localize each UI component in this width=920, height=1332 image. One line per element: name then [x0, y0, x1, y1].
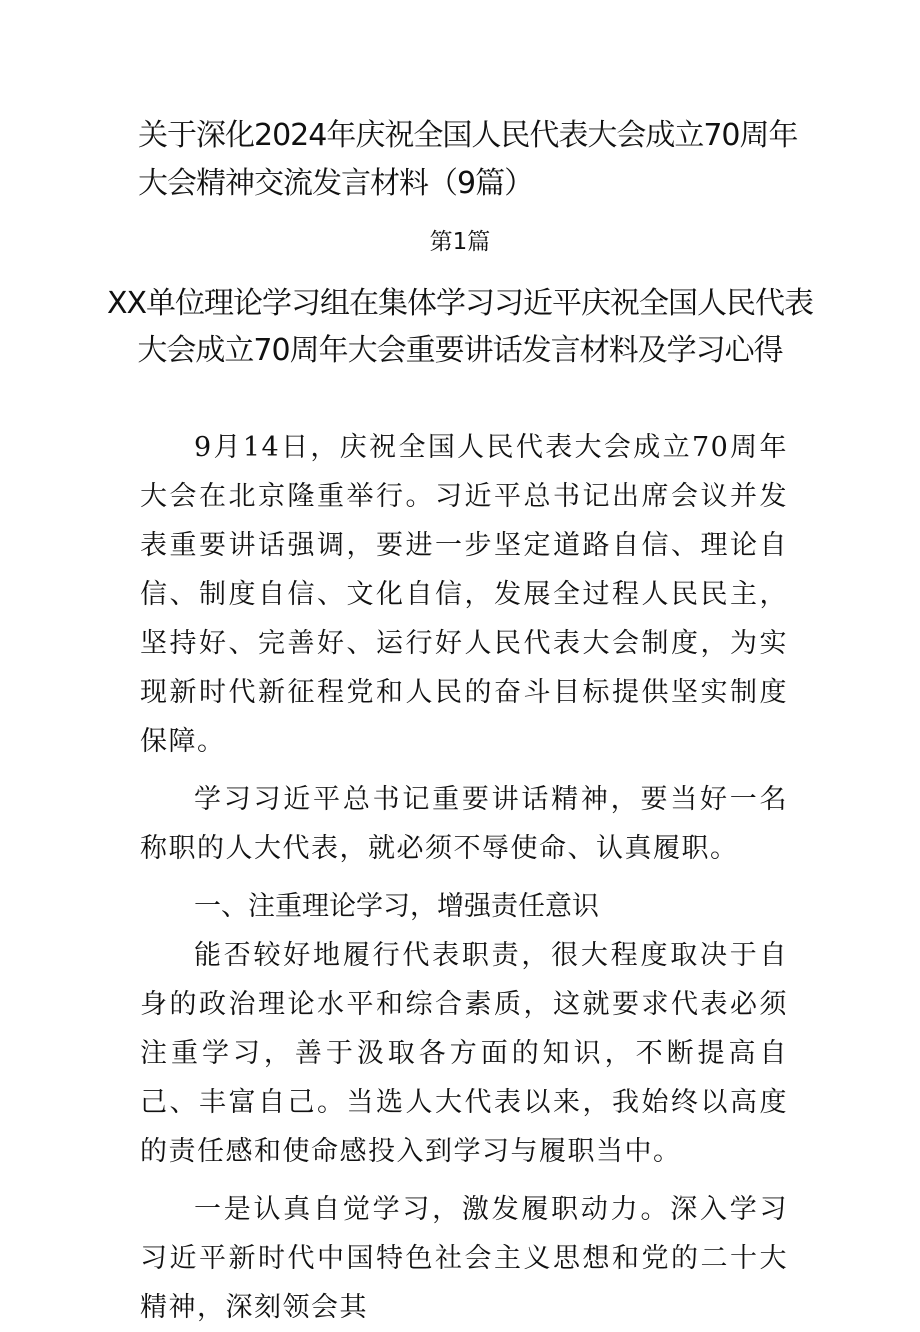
section-heading: 一、注重理论学习，增强责任意识 [194, 891, 599, 922]
article-body [140, 423, 788, 1332]
body-paragraph: 能否较好地履行代表职责，很大程度取决于自身的政治理论水平和综合素质，这就要求代表必须注重学习，善于汲取各方面的知识，不断提高自己、丰富自己。当选人大代表以来，我始终以高度的责任感和使命感投入到学习与履职当中。 [140, 940, 788, 1167]
document-title: 关于深化2024年庆祝全国人民代表大会成立70周年大会精神交流发言材料（9篇） [138, 118, 798, 201]
body-paragraph: 9月14日，庆祝全国人民代表大会成立70周年大会在北京隆重举行。习近平总书记出席会议并发表重要讲话强调，要进一步坚定道路自信、理论自信、制度自信、文化自信，发展全过程人民民主，坚持好、完善好、运行好人民代表大会制度，为实现新时代新征程党和人民的奋斗目标提供坚实制度保障。 [140, 432, 788, 757]
body-paragraph: 学习习近平总书记重要讲话精神，要当好一名称职的人大代表，就必须不辱使命、认真履职。 [140, 784, 788, 864]
chapter-label: 第1篇 [429, 229, 491, 255]
article-title: XX单位理论学习组在集体学习习近平庆祝全国人民代表大会成立70周年大会重要讲话发言材料及学习心得 [106, 286, 814, 368]
body-paragraph: 一是认真自觉学习，激发履职动力。深入学习习近平新时代中国特色社会主义思想和党的二十大精神，深刻领会其 [140, 1194, 788, 1323]
